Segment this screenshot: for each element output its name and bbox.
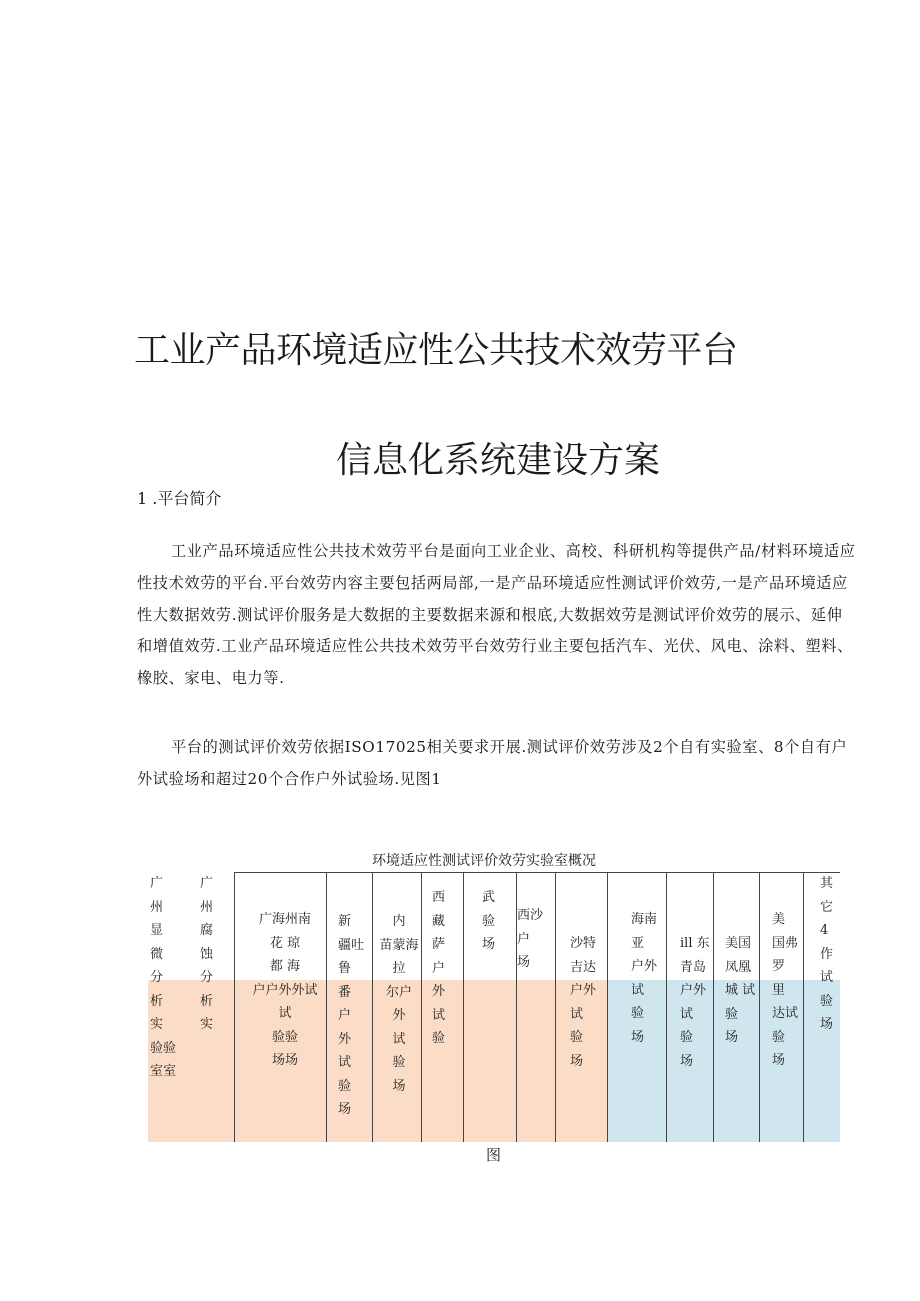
column-tibet-lhasa-site: 西 藏 萨 户 外 试 验	[432, 890, 446, 1046]
column-guangzhou-hainan-sites: 广海州南 花 琼 都 海 户户外外试 试 验验 场场	[252, 912, 318, 1068]
column-guangzhou-micro-lab: 广 州 显 微 分 析 实 验验 室室	[150, 876, 177, 1079]
column-guangzhou-corrosion-lab: 广 州 腐 蚀 分 析 实	[200, 876, 214, 1032]
figure-title: 环境适应性测试评价效劳实验室概况	[372, 853, 596, 869]
column-saudi-jeddah-site: 沙特 吉达 户外 试 验 场	[570, 936, 597, 1069]
lab-overview-figure	[148, 872, 840, 1142]
column-hainan-sanya-site: 海南 亚 户外 试 验 场	[631, 912, 658, 1045]
column-other-partner-sites: 其 它 4 作 试 验 场	[820, 876, 834, 1032]
col-divider	[666, 872, 667, 1142]
intro-paragraph: 工业产品环境适应性公共技术效劳平台是面向工业企业、高校、科研机构等提供产品/材料环境适应性技术效劳的平台.平台效劳内容主要包括两局部,一是产品环境适应性测试评价效劳,一是产品环境适应性大数据效劳.测试评价服务是大数据的主要数据来源和根底,大数据效劳是测试评价效劳的展示、延伸和增值效劳.工业产品环境适应性公共技术效劳平台效劳行业主要包括汽车、光伏、风电、涂料、塑料、橡胶、家电、电力等.	[137, 542, 856, 688]
figure-caption: 图	[486, 1146, 502, 1164]
col-divider	[326, 872, 327, 1142]
column-wuhan-site: 武 验 场	[482, 890, 496, 952]
section-heading: 1 .平台简介	[137, 489, 222, 508]
service-paragraph: 平台的测试评价效劳依据ISO17025相关要求开展.测试评价效劳涉及2个自有实验室、8个自有户外试验场和超过20个合作户外试验场.见图1	[137, 738, 848, 788]
col-divider	[713, 872, 714, 1142]
col-divider	[234, 872, 235, 1142]
figure-top-rule	[234, 872, 840, 873]
column-usa-phoenix-site: 美国 凤凰 城 试 验 场	[725, 936, 756, 1045]
column-shandong-qingdao-site: ill 东 青岛 户外 试 验 场	[680, 936, 710, 1069]
document-title: 工业产品环境适应性公共技术效劳平台	[134, 330, 738, 371]
col-divider	[607, 872, 608, 1142]
column-usa-florida-site: 美 国弗 罗 里 达试 验 场	[772, 912, 799, 1068]
col-divider	[555, 872, 556, 1142]
column-xisha-site: 西沙 户 场	[517, 908, 544, 970]
col-divider	[759, 872, 760, 1142]
column-xinjiang-turpan-site: 新 疆吐 鲁 番 户 外 试 验 场	[338, 914, 365, 1117]
figure-bottom-rule	[148, 1142, 840, 1143]
col-divider	[803, 872, 804, 1142]
column-inner-mongolia-site: 内 苗蒙海 拉 尔户 外 试 验 场	[379, 914, 419, 1094]
col-divider	[372, 872, 373, 1142]
document-subtitle: 信息化系统建设方案	[336, 440, 661, 481]
col-divider	[463, 872, 464, 1142]
